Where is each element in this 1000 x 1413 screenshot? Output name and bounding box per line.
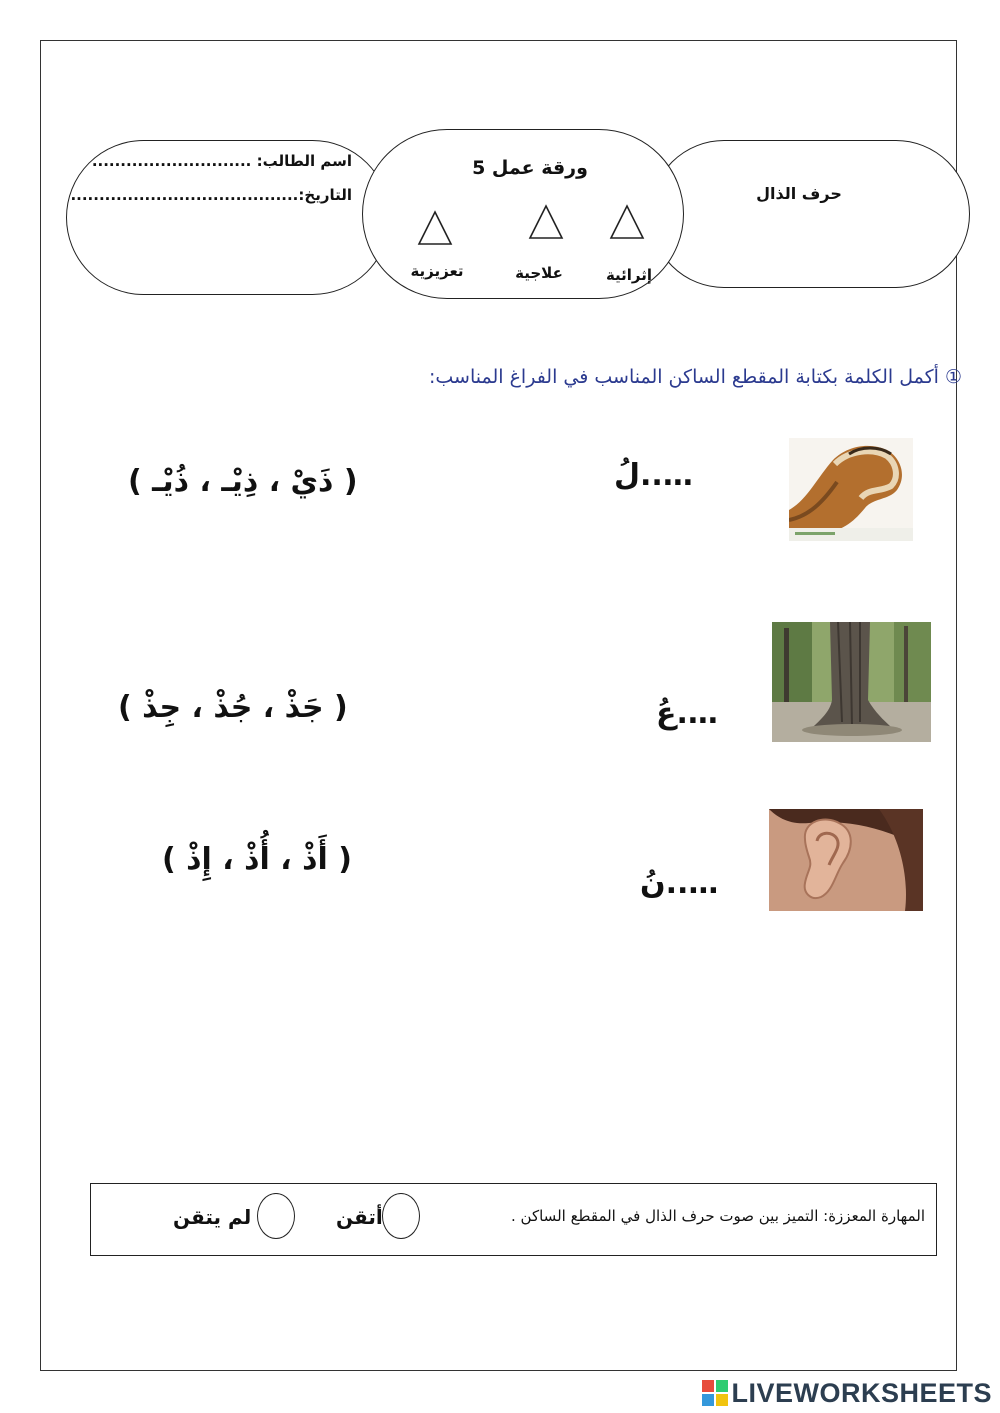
worksheet-title: ورقة عمل 5 xyxy=(472,157,588,179)
topic-title: حرف الذال xyxy=(756,184,842,203)
question-1-word[interactable]: …..لُ xyxy=(614,458,693,493)
question-3-options: ( أَذْ ، أُذْ ، إِذْ ) xyxy=(162,842,352,877)
liveworksheets-logo xyxy=(702,1376,992,1410)
instruction-text: أكمل الكلمة بكتابة المقطع الساكن المناسب في الفراغ المناسب: xyxy=(429,366,939,388)
ear-image xyxy=(769,809,923,911)
question-2-options: ( جَذْ ، جُذْ ، جِذْ ) xyxy=(118,690,348,725)
level-label-enrichment: إثرائية xyxy=(605,266,653,284)
instruction-number: ① xyxy=(944,366,962,388)
skill-description: المهارة المعززة: التميز بين صوت حرف الذال في المقطع الساكن . xyxy=(511,1207,925,1225)
not-mastered-label: لم يتقن xyxy=(173,1205,252,1229)
topic-box xyxy=(650,140,970,288)
fox-tail-image xyxy=(789,438,913,541)
student-name-field[interactable]: اسم الطالب: ............................ xyxy=(91,152,352,170)
question-3-word[interactable]: …..نُ xyxy=(640,866,719,901)
tree-trunk-image xyxy=(772,622,931,742)
liveworksheets-icon xyxy=(702,1380,728,1406)
level-label-remedial: علاجية xyxy=(515,264,563,282)
instruction-line xyxy=(429,366,962,388)
date-field[interactable]: التاريخ:........................................ xyxy=(70,186,352,204)
question-2-word[interactable]: ….عُ xyxy=(656,696,718,731)
mastered-circle[interactable] xyxy=(382,1193,420,1239)
level-label-reinforcement: تعزيزية xyxy=(410,262,464,280)
mastered-label: أتقن xyxy=(336,1205,383,1229)
liveworksheets-brand: LIVEWORKSHEETS xyxy=(731,1377,992,1408)
not-mastered-circle[interactable] xyxy=(257,1193,295,1239)
question-1-options: ( ذَيْ ، ذِيْـ ، ذُيْـ ) xyxy=(128,464,358,499)
